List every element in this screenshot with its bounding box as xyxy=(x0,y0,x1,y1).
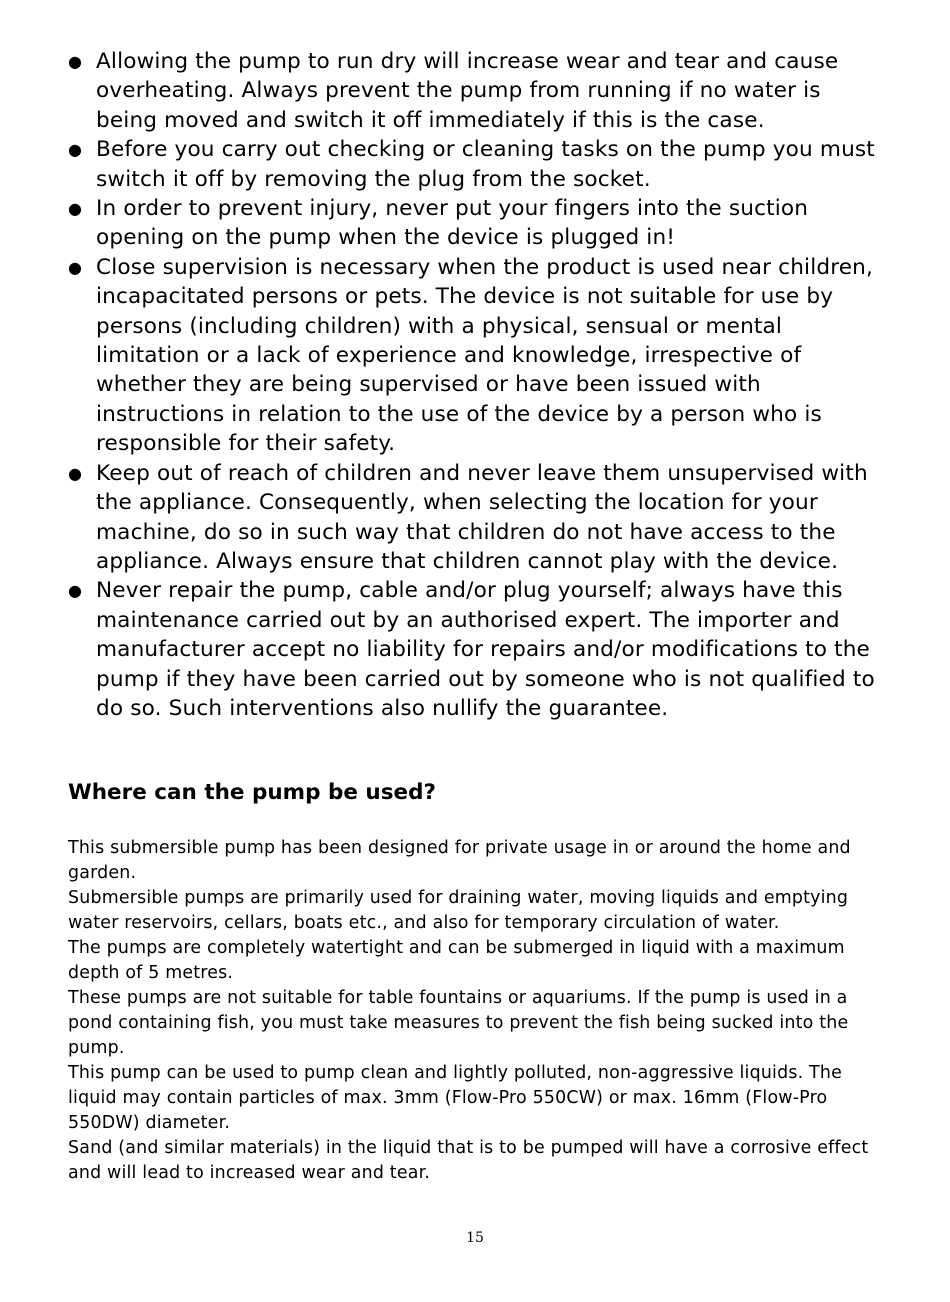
body-paragraph: These pumps are not suitable for table fountains or aquariums. If the pump is used in a pond containing fish, you must take measures to prevent the fish being sucked into the pump. xyxy=(68,988,849,1058)
bullet-text: Keep out of reach of children and never leave them unsupervised with the appliance. Consequently, when selecting the location for your machine, do so in such way that children do not have access to the appliance. Always ensure that children cannot play with the device. xyxy=(96,460,868,574)
body-paragraph: This pump can be used to pump clean and lightly polluted, non-aggressive liquids. The liquid may contain particles of max. 3mm (Flow-Pro 550CW) or max. 16mm (Flow-Pro 550DW) diameter. xyxy=(68,1063,842,1133)
bullet-dot-icon: ● xyxy=(68,140,83,160)
bullet-text: Never repair the pump, cable and/or plug yourself; always have this maintenance carried out by an authorised expert. The importer and manufacturer accept no liability for repairs and/or modifications to the pump if they have been carried out by someone who is not qualified to do so. Such interventions also nullify the guarantee. xyxy=(96,578,875,721)
bullet-text: Allowing the pump to run dry will increase wear and tear and cause overheating. Always prevent the pump from running if no water is being moved and switch it off immediately if this is the case. xyxy=(96,49,839,133)
section-heading: Where can the pump be used? xyxy=(68,780,436,805)
bullet-item xyxy=(68,135,888,194)
body-paragraph: Sand (and similar materials) in the liquid that is to be pumped will have a corrosive effect and will lead to increased wear and tear. xyxy=(68,1138,869,1183)
bullet-dot-icon: ● xyxy=(68,199,83,219)
bullet-dot-icon: ● xyxy=(68,52,83,71)
bullet-item xyxy=(68,576,888,723)
page-number: 15 xyxy=(466,1230,484,1246)
bullet-dot-icon: ● xyxy=(68,581,83,601)
bullet-item xyxy=(68,47,888,135)
bullet-text: In order to prevent injury, never put your fingers into the suction opening on the pump when the device is plugged in! xyxy=(96,196,809,251)
safety-bullet-list xyxy=(68,47,888,723)
bullet-item xyxy=(68,253,888,459)
bullet-item xyxy=(68,194,888,253)
bullet-text: Before you carry out checking or cleaning tasks on the pump you must switch it off by removing the plug from the socket. xyxy=(96,137,875,192)
section-body xyxy=(68,836,883,1186)
body-paragraph: The pumps are completely watertight and can be submerged in liquid with a maximum depth of 5 metres. xyxy=(68,938,845,983)
body-paragraph: This submersible pump has been designed for private usage in or around the home and garden. xyxy=(68,838,851,883)
bullet-text: Close supervision is necessary when the product is used near children, incapacitated persons or pets. The device is not suitable for use by persons (including children) with a physical, sensual or mental limitation or a lack of experience and knowledge, irrespective of whether they are being supervised or have been issued with instructions in relation to the use of the device by a person who is responsible for their safety. xyxy=(96,254,874,457)
bullet-item xyxy=(68,459,888,577)
body-paragraph: Submersible pumps are primarily used for draining water, moving liquids and emptying water reservoirs, cellars, boats etc., and also for temporary circulation of water. xyxy=(68,888,849,933)
bullet-dot-icon: ● xyxy=(68,463,83,483)
bullet-dot-icon: ● xyxy=(68,257,83,277)
